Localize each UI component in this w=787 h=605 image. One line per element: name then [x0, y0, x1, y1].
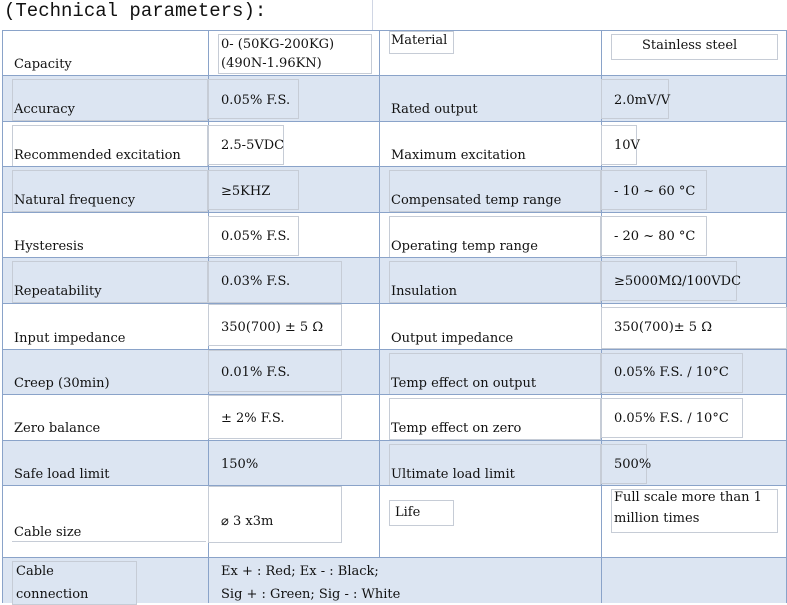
table-row [2, 30, 787, 76]
value-input-impedance: 350(700) ± 5 Ω [221, 320, 324, 335]
value-compensated-temp-range: - 10 ~ 60 °C [614, 184, 696, 199]
divider [372, 0, 373, 30]
value-life-line1: Full scale more than 1 [614, 490, 762, 505]
value-temp-effect-zero: 0.05% F.S. / 10°C [614, 411, 729, 426]
label-cable-size: Cable size [14, 525, 82, 540]
label-accuracy: Accuracy [14, 102, 75, 117]
label-ultimate-load-limit: Ultimate load limit [391, 467, 515, 482]
value-material: Stainless steel [642, 38, 738, 53]
label-material: Material [391, 33, 448, 48]
table-row [2, 485, 787, 558]
value-ultimate-load-limit: 500% [614, 457, 652, 472]
label-output-impedance: Output impedance [391, 331, 514, 346]
value-creep: 0.01% F.S. [221, 365, 291, 380]
table-row [2, 75, 787, 122]
label-temp-effect-output: Temp effect on output [391, 376, 537, 391]
label-capacity: Capacity [14, 57, 72, 72]
label-compensated-temp-range: Compensated temp range [391, 193, 562, 208]
value-life-line2: million times [614, 511, 700, 526]
value-output-impedance: 350(700)± 5 Ω [614, 320, 712, 335]
parameters-table [2, 30, 787, 602]
value-zero-balance: ± 2% F.S. [221, 411, 285, 426]
table-row [2, 394, 787, 441]
value-hysteresis: 0.05% F.S. [221, 229, 291, 244]
value-rated-output: 2.0mV/V [614, 93, 671, 108]
label-recommended-excitation: Recommended excitation [14, 148, 181, 163]
label-repeatability: Repeatability [14, 284, 102, 299]
label-life: Life [395, 505, 421, 520]
table-row [2, 121, 787, 167]
table-row [2, 212, 787, 258]
table-row [2, 303, 787, 350]
table-row [2, 557, 787, 603]
label-temp-effect-zero: Temp effect on zero [391, 421, 522, 436]
value-natural-frequency: ≥5KHZ [221, 184, 271, 199]
label-operating-temp-range: Operating temp range [391, 239, 538, 254]
table-row [2, 257, 787, 304]
value-maximum-excitation: 10V [614, 138, 640, 153]
value-insulation: ≥5000MΩ/100VDC [614, 274, 742, 289]
table-row [2, 349, 787, 395]
label-insulation: Insulation [391, 284, 458, 299]
label-cable-connection-line1: Cable [16, 564, 54, 579]
value-operating-temp-range: - 20 ~ 80 °C [614, 229, 696, 244]
table-row [2, 440, 787, 486]
value-capacity-force: (490N-1.96KN) [221, 56, 322, 71]
value-cable-ex: Ex + : Red; Ex - : Black; [221, 564, 379, 579]
label-natural-frequency: Natural frequency [14, 193, 136, 208]
label-rated-output: Rated output [391, 102, 478, 117]
label-hysteresis: Hysteresis [14, 239, 84, 254]
value-cable-size: ⌀ 3 x3m [221, 514, 274, 529]
label-input-impedance: Input impedance [14, 331, 126, 346]
page-title: (Technical parameters): [4, 0, 267, 22]
divider [12, 541, 206, 542]
label-zero-balance: Zero balance [14, 421, 101, 436]
value-recommended-excitation: 2.5-5VDC [221, 138, 285, 153]
value-repeatability: 0.03% F.S. [221, 274, 291, 289]
table-row [2, 166, 787, 213]
label-cable-connection-line2: connection [16, 587, 89, 602]
value-accuracy: 0.05% F.S. [221, 93, 291, 108]
value-temp-effect-output: 0.05% F.S. / 10°C [614, 365, 729, 380]
value-safe-load-limit: 150% [221, 457, 259, 472]
label-creep: Creep (30min) [14, 376, 110, 391]
value-cable-sig: Sig + : Green; Sig - : White [221, 587, 401, 602]
label-maximum-excitation: Maximum excitation [391, 148, 526, 163]
label-safe-load-limit: Safe load limit [14, 467, 110, 482]
value-capacity-range: 0- (50KG-200KG) [221, 37, 335, 52]
